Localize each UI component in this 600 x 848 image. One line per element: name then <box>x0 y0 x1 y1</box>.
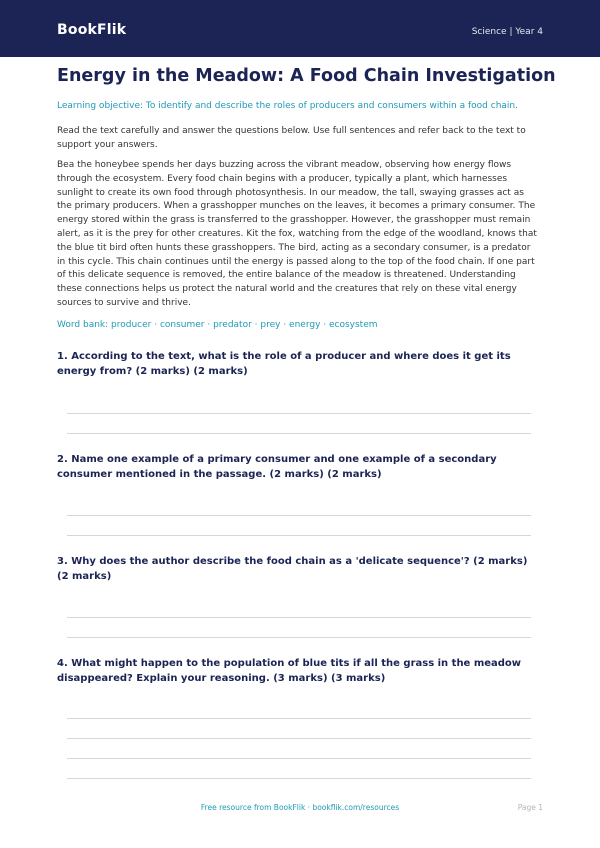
answer-line[interactable] <box>67 535 531 536</box>
question-2: 2. Name one example of a primary consumer and one example of a secondary consumer mentioned in the passage. (2 marks) (2 marks) <box>57 454 497 480</box>
answer-line[interactable] <box>67 718 531 719</box>
answer-line[interactable] <box>67 637 531 638</box>
answer-line[interactable] <box>67 413 531 414</box>
question-3: 3. Why does the author describe the food chain as a 'delicate sequence'? (2 marks) (2 marks) <box>57 556 528 582</box>
subject-year-label: Science | Year 4 <box>471 27 543 37</box>
answer-line[interactable] <box>67 738 531 739</box>
footer-credit: Free resource from BookFlik · bookflik.com/resources <box>200 803 400 812</box>
answer-line[interactable] <box>67 758 531 759</box>
word-bank: Word bank: producer · consumer · predator · prey · energy · ecosystem <box>57 320 378 330</box>
answer-line[interactable] <box>67 617 531 618</box>
page-number: Page 1 <box>517 803 543 812</box>
page-title: Energy in the Meadow: A Food Chain Investigation <box>57 66 556 86</box>
answer-line[interactable] <box>67 515 531 516</box>
answer-line[interactable] <box>67 433 531 434</box>
answer-line[interactable] <box>67 778 531 779</box>
page-header <box>0 0 600 57</box>
question-1: 1. According to the text, what is the role of a producer and where does it get its energy from? (2 marks) (2 marks) <box>57 351 511 377</box>
brand-logo: BookFlik <box>57 22 127 38</box>
question-4: 4. What might happen to the population of blue tits if all the grass in the meadow disappeared? Explain your reasoning. (3 marks) (3 marks) <box>57 658 522 684</box>
instructions: Read the text carefully and answer the questions below. Use full sentences and refer back to the text to support your answers. <box>57 126 526 150</box>
reading-passage: Bea the honeybee spends her days buzzing across the vibrant meadow, observing how energy flows through the ecosystem. Every food chain begins with a producer, typically a plant, which harnesses sunlight to create its own food through photosynthesis. In our meadow, the tall, swaying grasses act as the primary producers. When a grasshopper munches on the leaves, it becomes a primary consumer. The energy stored within the grass is transferred to the grasshopper. However, the grasshopper must remain alert, as it is the prey for other creatures. Kit the fox, watching from the edge of the woodland, knows that the blue tit bird often hunts these grasshoppers. The bird, acting as a secondary consumer, is a predator in this cycle. This chain continues until the energy is passed along to the top of the food chain. If one part of this delicate sequence is removed, the entire balance of the meadow is threatened. Understanding these connections helps us protect the natural world and the creatures that rely on these vital energy sources to survive and thrive. <box>57 160 537 308</box>
learning-objective: Learning objective: To identify and describe the roles of producers and consumers within a food chain. <box>57 101 518 111</box>
